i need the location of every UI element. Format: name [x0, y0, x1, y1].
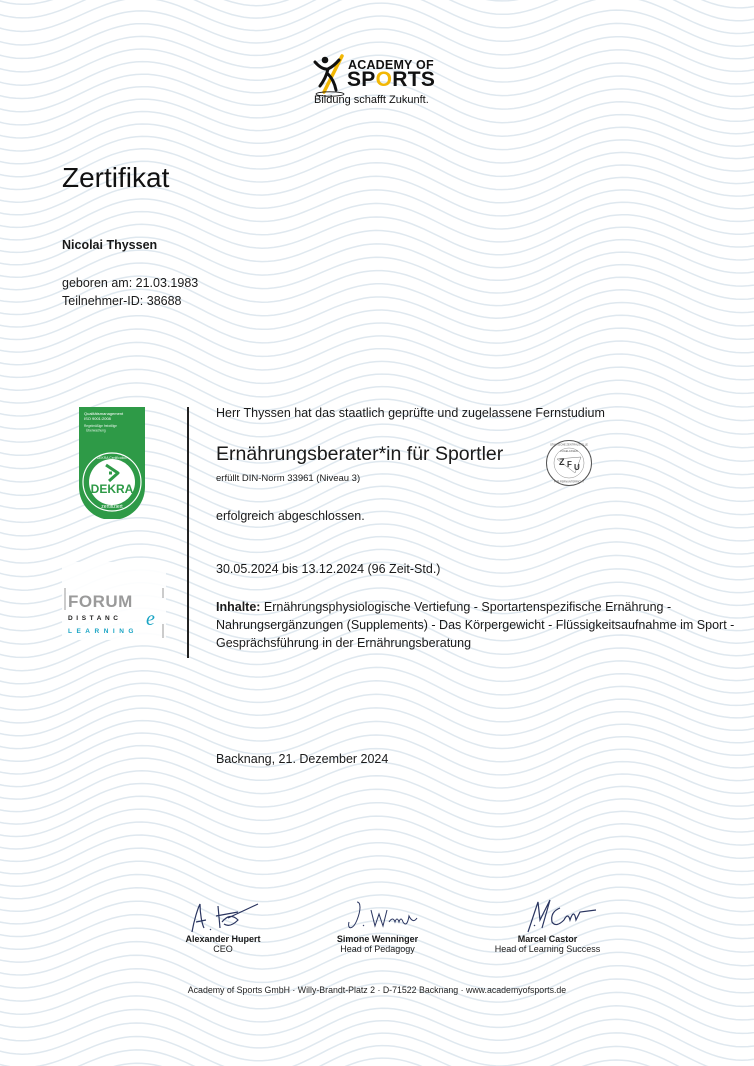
course-dates: 30.05.2024 bis 13.12.2024 (96 Zeit-Std.): [216, 562, 441, 576]
logo-sports-part: SP: [347, 68, 376, 91]
dekra-top-line3: Regelmäßige freiwillige: [84, 424, 117, 428]
signer-name: Alexander Hupert: [185, 934, 261, 944]
place-and-date: Backnang, 21. Dezember 2024: [216, 752, 389, 766]
dekra-brand: DEKRA: [90, 482, 134, 496]
zfu-seal: [545, 439, 593, 487]
contents-label: Inhalte:: [216, 600, 261, 614]
logo-academy-text: ACADEMY OF: [348, 58, 434, 72]
signer-name: Marcel Castor: [517, 934, 578, 944]
footer-address: Academy of Sports GmbH · Willy-Brandt-Platz 2 · D-71522 Backnang · www.academyofsports.de: [187, 985, 567, 995]
distance-e-glyph: e: [146, 608, 155, 630]
zfu-letter-u: U: [574, 463, 580, 472]
din-norm-text: erfüllt DIN-Norm 33961 (Niveau 3): [216, 473, 361, 484]
participant-name: Nicolai Thyssen: [62, 238, 158, 252]
logo-sports-text: [347, 68, 435, 92]
forum-text: FORUM: [68, 592, 133, 611]
signer-role: CEO: [213, 944, 233, 954]
vertical-divider: [187, 407, 189, 658]
intro-text: Herr Thyssen hat das staatlich geprüfte und zugelassene Fernstudium: [216, 406, 605, 420]
distance-text: DISTANC: [68, 615, 122, 622]
signer-role: Head of Learning Success: [494, 944, 601, 954]
signer-role: Head of Pedagogy: [340, 944, 415, 954]
zfu-ring-top: STAATLICHE ZENTRALSTELLE: [550, 443, 588, 447]
dekra-top-line2: ISO 9001:2008: [84, 416, 111, 421]
dekra-zertifiziert: zertifiziert: [101, 504, 123, 510]
forum-distance-learning-logo: [62, 562, 166, 640]
logo-tagline: Bildung schafft Zukunft.: [314, 94, 429, 106]
course-name: Ernährungsberater*in für Sportler: [216, 443, 504, 465]
contents-text: Ernährungsphysiologische Vertiefung - Sportartenspezifische Ernährung - Nahrungsergänzungen (Supplements) - Das Körpergewicht - Flüssigkeitsaufnahme im Sport - Gesprächsführung in der Ernährungsberatung: [216, 600, 735, 650]
learning-text: LEARNING: [68, 628, 138, 635]
signature-block-pedagogy: [320, 898, 435, 954]
signature-block-learning-success: [480, 898, 615, 954]
signature-block-ceo: [168, 898, 278, 954]
dekra-top-line4: Überwachung: [86, 428, 106, 433]
course-contents: [216, 598, 736, 652]
dekra-certification-badge: [79, 407, 145, 519]
signer-name: Simone Wenninger: [336, 934, 419, 944]
zfu-ring-mid: ZUGELASSEN: [560, 450, 578, 453]
signature-scribble: [498, 898, 598, 934]
participant-id: Teilnehmer-ID: 38688: [62, 294, 182, 308]
completed-text: erfolgreich abgeschlossen.: [216, 509, 365, 523]
logo-sports-o: O: [375, 68, 393, 91]
dekra-top-line1: Qualitätsmanagement: [84, 411, 124, 416]
forum-logo-graphic: [62, 562, 166, 640]
logo-sports-part: RTS: [392, 68, 436, 91]
academy-of-sports-logo: [312, 50, 452, 112]
zfu-letter-z: Z: [559, 457, 565, 467]
zfu-ring-bottom: FÜR FERNUNTERRICHT: [554, 480, 584, 484]
zfu-letter-f: F: [567, 460, 572, 469]
certificate-title: Zertifikat: [62, 162, 170, 193]
dekra-ring-text: DEKRA Certification: [96, 456, 128, 460]
signature-scribble: [333, 898, 423, 934]
birth-date: geboren am: 21.03.1983: [62, 276, 199, 290]
signature-scribble: [178, 898, 268, 934]
